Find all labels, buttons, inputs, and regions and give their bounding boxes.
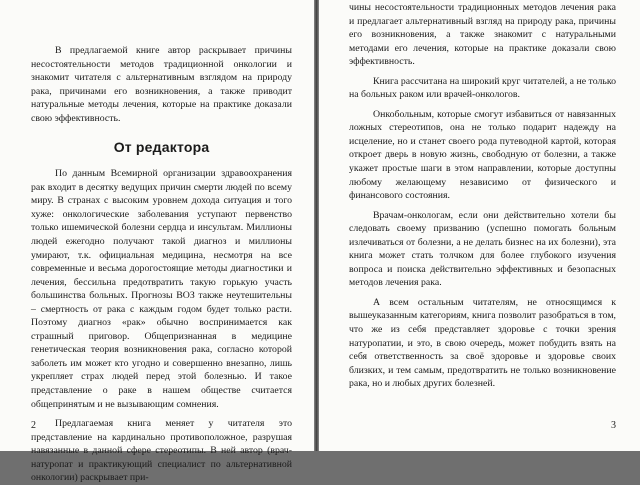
left-page xyxy=(0,0,314,484)
readers-paragraph: А всем остальным читателям, не относящимся к вышеуказанным категориям, книга позволит разобраться в том, что же из себя представляет здоровье с точки зрения натуропатии, и это, в свою очередь, может побудить взять на себя ответственность за своё здоровье и здоровье своих близких, и тем самым, предотвратить не только возникновение рака, но и любых других болезней. xyxy=(349,296,616,390)
page-number-right: 3 xyxy=(611,420,616,431)
editor-paragraph-2: Предлагаемая книга меняет у читателя это представление на кардинально противоположное, разрушая навязанные в данной сфере стереотипы. В ней автор (врач-натуропат и практикующий специалист по альтернативной онкологии) раскрывает при- xyxy=(31,418,292,484)
right-page xyxy=(319,0,640,451)
continued-paragraph: чины несостоятельности традиционных методов лечения рака и предлагает альтернативный взгляд на природу рака, причины его возникновения, а также знакомит с натуральными методами его лечения, которые на практике доказали свою эффективность. xyxy=(349,2,616,68)
editor-paragraph-1: По данным Всемирной организации здравоохранения рак входит в десятку ведущих причин смерти людей по всему миру. В странах с высоким уровнем дохода ситуация и того хуже: онкологические заболевания уступают первенство только ишемической болезни сердца и инсультам. Миллионы людей ежегодно получают такой диагноз и миллионы умирают, т.к. официальная медицина, несмотря на все современные и весьма дорогостоящие методы диагностики и лечения, бессильна предотвратить такую горькую участь большинства больных. Прогнозы ВОЗ также неутешительны – смертность от рака с каждым годом будет только расти. Поэтому диагноз «рак» обычно воспринимается как страшный приговор. Общепризнанная в медицине генетическая теория возникновения рака, согласно которой заболеть им может кто угодно и совершенно внезапно, лишь укрепляет страх людей перед этой болезнью. И такое представление о раке в нашем обществе считается общепринятым и не вызывающим сомнения. xyxy=(31,168,292,410)
intro-paragraph: В предлагаемой книге автор раскрывает причины несостоятельности методов традиционной онкологии и знакомит читателя с альтернативным взглядом на природу рака, причинами его возникновения, а также приводит натуральные методы лечения, которые на практике доказали свою эффективность. xyxy=(31,45,292,124)
patients-paragraph: Онкобольным, которые смогут избавиться от навязанных ложных стереотипов, она не только подарит надежду на исцеление, но и станет своего рода путеводной картой, которая откроет дверь в новую жизнь, свободную от болезни, а также укажет простые шаги в этом направлении, которые доступны любому желающему независимо от физического и финансового состояния. xyxy=(349,108,616,202)
oncologists-paragraph: Врачам-онкологам, если они действительно хотели бы следовать своему призванию (успешно помогать больным излечиваться от болезни, а не делать бизнес на их болезни), эта книга может стать толчком для более глубокого изучения вопроса и поиска действительно эффективных и безопасных методов лечения рака. xyxy=(349,209,616,289)
audience-paragraph: Книга рассчитана на широкий круг читателей, а не только на больных раком или врачей-онкологов. xyxy=(349,75,616,101)
page-number-left: 2 xyxy=(31,420,36,431)
section-heading: От редактора xyxy=(113,139,210,156)
